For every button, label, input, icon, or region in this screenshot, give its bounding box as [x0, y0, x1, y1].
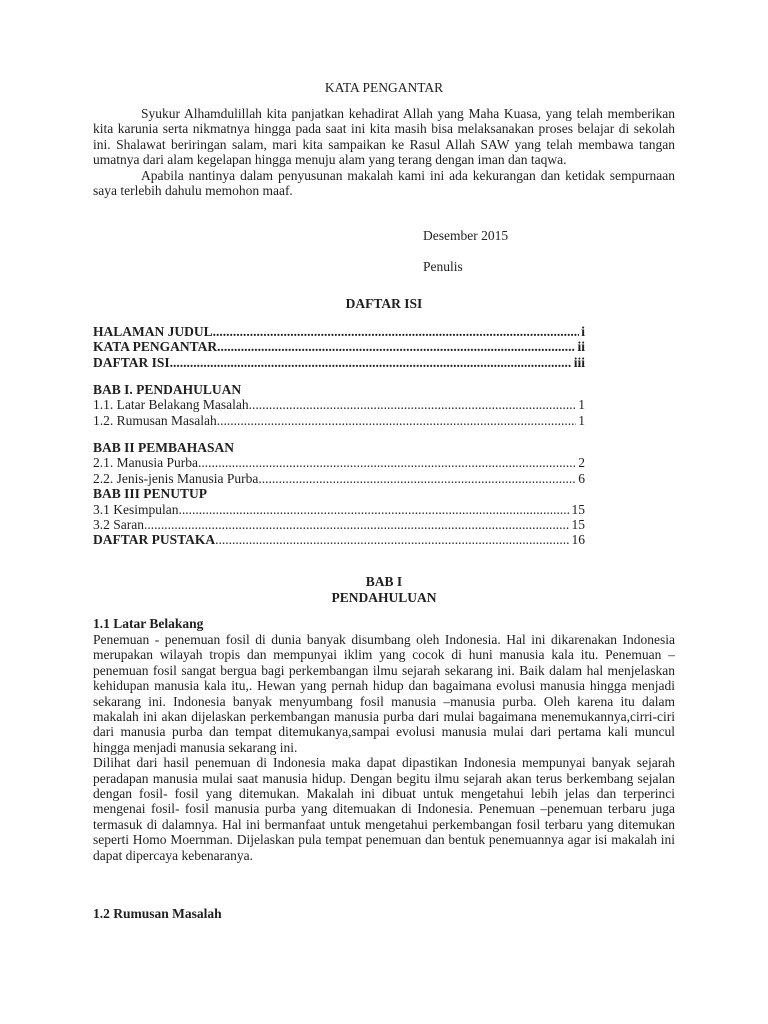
daftar-isi-title: DAFTAR ISI: [345, 296, 423, 311]
toc-label: KATA PENGANTAR: [93, 339, 218, 355]
toc-entry[interactable]: [93, 471, 585, 486]
toc-label: 3.1 Kesimpulan: [93, 501, 179, 517]
toc-entry[interactable]: [93, 455, 585, 470]
toc-page: 15: [571, 516, 585, 532]
toc-chapter-heading: BAB III PENUTUP: [93, 486, 208, 502]
toc-entry[interactable]: [93, 413, 585, 428]
toc-page: 6: [578, 470, 585, 486]
toc-entry[interactable]: [93, 502, 585, 517]
kata-pengantar-body: [93, 106, 675, 198]
toc-entry[interactable]: [93, 324, 585, 339]
toc-bab1: [93, 382, 585, 428]
chapter-title: PENDAHULUAN: [331, 590, 437, 605]
section-title: 1.1 Latar Belakang: [93, 616, 204, 631]
section-body: [93, 632, 675, 863]
kata-pengantar-paragraph: Apabila nantinya dalam penyusunan makalah kami ini ada kekurangan dan ketidak sempurnaan saya terlebih dahulu memohon maaf.: [93, 167, 675, 199]
toc-page: iii: [573, 354, 585, 370]
date-line: Desember 2015: [423, 228, 509, 243]
toc-label: 3.2 Saran: [93, 516, 144, 532]
toc-front-matter: [93, 324, 585, 370]
toc-entry[interactable]: [93, 355, 585, 370]
toc-page: 2: [578, 455, 585, 471]
toc-chapter-heading: BAB I. PENDAHULUAN: [93, 382, 242, 397]
toc-entry[interactable]: [93, 339, 585, 354]
toc-label: 2.2. Jenis-jenis Manusia Purba: [93, 470, 259, 486]
body-paragraph: Penemuan - penemuan fosil di dunia banyak disumbang oleh Indonesia. Hal ini dikarenakan Indonesia merupakan wilayah tropis dan mempunyai iklim yang cocok di huni manusia kala itu. Penemuan –penemuan fosil sangat bergua bagi perkembangan ilmu sejarah sekarang ini. Baik dalam hal menjelaskan kehidupan manusia kala itu,. Hewan yang pernah hidup dan bagaimana evolusi manusia hingga menjadi sekarang ini. Indonesia banyak menyumbang fosil manusia –manusia purba. Oleh karena itu dalam makalah ini akan dijelaskan perkembangan manusia purba dari mulai bagaimana menemukannya,cirri-ciri dari manusia purba dan tempat ditemukanya,sampai evolusi manusia mulai dari pertama kali muncul hingga menjadi manusia sekarang ini.: [93, 632, 675, 755]
toc-label: 1.1. Latar Belakang Masalah: [93, 397, 249, 413]
chapter-number: BAB I: [365, 574, 403, 589]
toc-label: 2.1. Manusia Purba: [93, 455, 198, 471]
toc-page: ii: [577, 339, 585, 355]
toc-page: 15: [571, 501, 585, 517]
signature-line: Penulis: [423, 259, 463, 274]
toc-bab2: [93, 440, 585, 548]
kata-pengantar-title: KATA PENGANTAR: [324, 80, 444, 95]
toc-entry[interactable]: [93, 397, 585, 412]
toc-page: i: [581, 324, 585, 339]
toc-label: DAFTAR ISI: [93, 354, 170, 370]
toc-label: DAFTAR PUSTAKA: [93, 532, 216, 548]
toc-page: 16: [571, 532, 585, 548]
toc-entry[interactable]: [93, 532, 585, 547]
toc-label: HALAMAN JUDUL: [93, 324, 213, 339]
toc-page: 1: [578, 397, 585, 413]
toc-page: 1: [578, 412, 585, 428]
toc-entry[interactable]: [93, 517, 585, 532]
toc-chapter-heading: BAB II PEMBAHASAN: [93, 440, 235, 455]
kata-pengantar-paragraph: Syukur Alhamdulillah kita panjatkan kehadirat Allah yang Maha Kuasa, yang telah memberikan kita karunia serta nikmatnya hingga pada saat ini kita masih bisa melaksanakan proses belajar di sekolah ini. Shalawat beriringan salam, mari kita sampaikan ke Rasul Allah SAW yang telah membawa tangan umatnya dari alam kegelapan hingga menuju alam yang terang dengan iman dan taqwa.: [93, 106, 675, 168]
section-title: 1.2 Rumusan Masalah: [93, 906, 222, 921]
toc-label: 1.2. Rumusan Masalah: [93, 412, 217, 428]
body-paragraph: Dilihat dari hasil penemuan di Indonesia maka dapat dipastikan Indonesia mempunyai banyak sejarah peradapan manusia mulai saat manusia hidup. Dengan begitu ilmu sejarah akan terus berkembang sejalan dengan fosil- fosil yang ditemukan. Makalah ini dibuat untuk mengetahui lebih jelas dan terperinci mengenai fosil- fosil manusia purba yang ditemuakan di Indonesia. Penemuan –penemuan terbaru juga termasuk di dalamnya. Hal ini bermanfaat untuk mengetahui perkembangan fosil terbaru yang ditemukan seperti Homo Moernman. Dijelaskan pula tempat penemuan dan bentuk penemuannya agar isi makalah ini dapat dipercaya kebenaranya.: [93, 755, 675, 863]
